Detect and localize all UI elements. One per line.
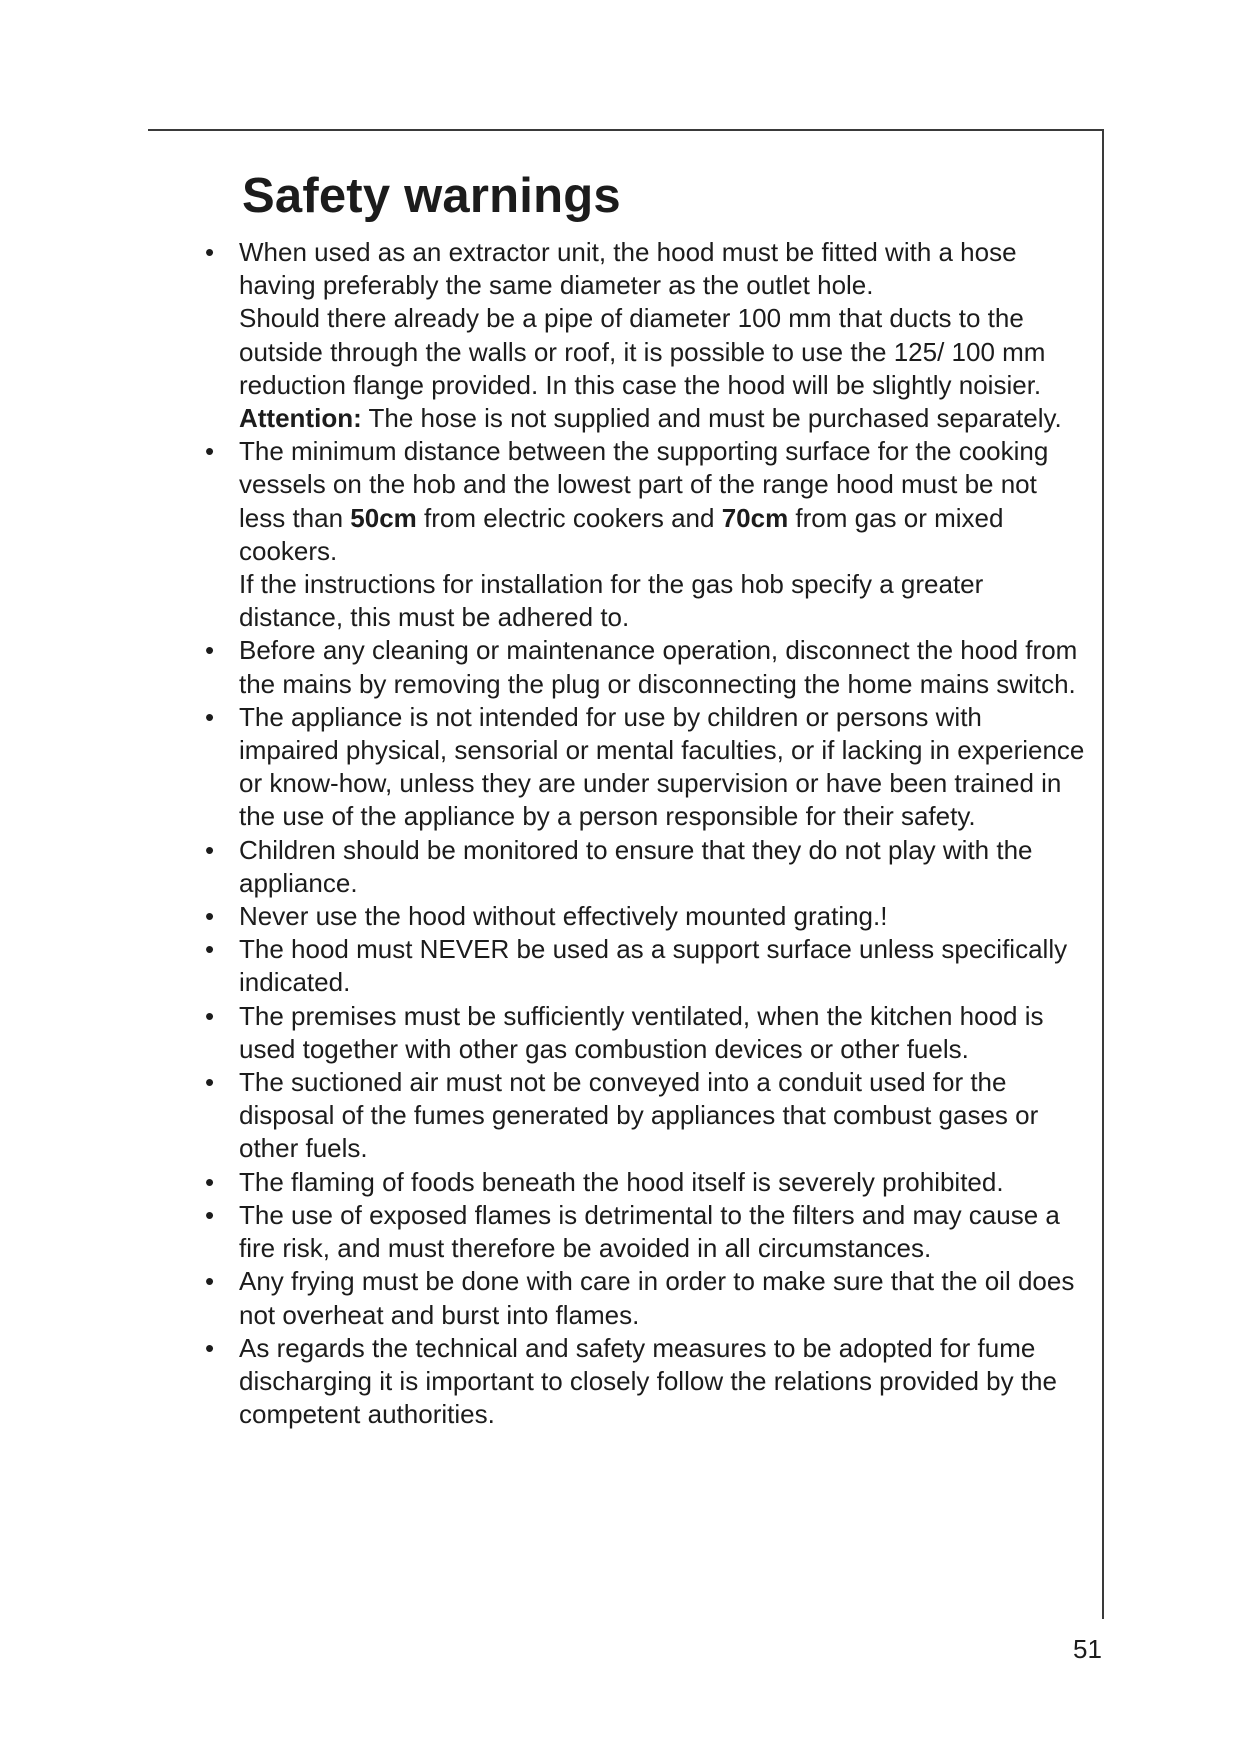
paragraph: The use of exposed flames is detrimental to the filters and may cause a fire risk, and must therefore be avoided in all circumstances. [239, 1199, 1060, 1264]
text-segment: from electric cookers and [416, 502, 722, 533]
attention-paragraph [239, 402, 1085, 435]
list-item [205, 1166, 1085, 1199]
list-item [205, 1199, 1085, 1265]
paragraph: Children should be monitored to ensure that they do not play with the appliance. [239, 834, 1033, 898]
warnings-list [205, 236, 1085, 1431]
page-title: Safety warnings [242, 169, 621, 223]
paragraph: The flaming of foods beneath the hood itself is severely prohibited. [239, 1166, 1004, 1197]
paragraph: The appliance is not intended for use by children or persons with impaired physical, sensorial or mental faculties, or if lacking in experience or know-how, unless they are under supervision or have been trained in the use of the appliance by a person responsible for their safety. [239, 701, 1085, 832]
paragraph: If the instructions for installation for the gas hob specify a greater distance, this must be adhered to. [239, 569, 984, 633]
bullet: • [205, 1166, 215, 1197]
bullet: • [205, 436, 215, 467]
list-item [205, 1066, 1085, 1166]
list-item [205, 236, 1085, 435]
paragraph: The premises must be sufficiently ventilated, when the kitchen hood is used together with other gas combustion devices or other fuels. [239, 1000, 1044, 1064]
paragraph: Any frying must be done with care in order to make sure that the oil does not overheat and burst into flames. [239, 1266, 1075, 1330]
paragraph: The hood must NEVER be used as a support surface unless specifically indicated. [239, 934, 1068, 998]
paragraph: As regards the technical and safety measures to be adopted for fume discharging it is important to closely follow the relations provided by the competent authorities. [239, 1332, 1057, 1430]
attention-text: The hose is not supplied and must be purchased separately. [361, 403, 1062, 434]
bullet: • [205, 1067, 215, 1098]
paragraph: The suctioned air must not be conveyed into a conduit used for the disposal of the fumes generated by appliances that combust gases or other fuels. [239, 1067, 1039, 1164]
list-item [205, 1000, 1085, 1066]
bullet: • [205, 237, 215, 267]
bullet: • [205, 834, 215, 865]
paragraph [239, 435, 1085, 568]
list-item [205, 435, 1085, 634]
bullet: • [205, 1266, 215, 1297]
bullet: • [205, 934, 215, 965]
distance-electric: 50cm [350, 502, 417, 533]
paragraph: Should there already be a pipe of diameter 100 mm that ducts to the outside through the walls or roof, it is possible to use the 125/ 100 mm reduction flange provided. In this case the hood will be slightly noisier. [239, 303, 1046, 400]
paragraph: Never use the hood without effectively mounted grating.! [239, 901, 888, 932]
text-segment: The minimum distance between the supporting surface for the cooking vessels on the hob and the lowest part of the range hood must be not less than [239, 436, 1049, 533]
list-item [205, 634, 1085, 700]
paragraph: When used as an extractor unit, the hood must be fitted with a hose having preferably the same diameter as the outlet hole. [239, 237, 1017, 301]
frame-top-rule [148, 129, 1104, 131]
bullet: • [205, 901, 215, 932]
text-segment: from gas or mixed cookers. [239, 502, 1004, 566]
frame-right-rule [1102, 129, 1104, 1619]
page-number: 51 [1073, 1634, 1102, 1664]
bullet: • [205, 635, 215, 666]
list-item [205, 900, 1085, 933]
list-item [205, 933, 1085, 999]
bullet: • [205, 1332, 215, 1363]
distance-gas: 70cm [721, 502, 789, 533]
list-item [205, 701, 1085, 834]
bullet: • [205, 1199, 215, 1230]
bullet: • [205, 701, 215, 732]
attention-label: Attention: [239, 403, 362, 434]
list-item [205, 1265, 1085, 1331]
bullet: • [205, 1000, 215, 1031]
list-item [205, 1332, 1085, 1432]
paragraph: Before any cleaning or maintenance operation, disconnect the hood from the mains by removing the plug or disconnecting the home mains switch. [239, 635, 1078, 699]
list-item [205, 834, 1085, 900]
